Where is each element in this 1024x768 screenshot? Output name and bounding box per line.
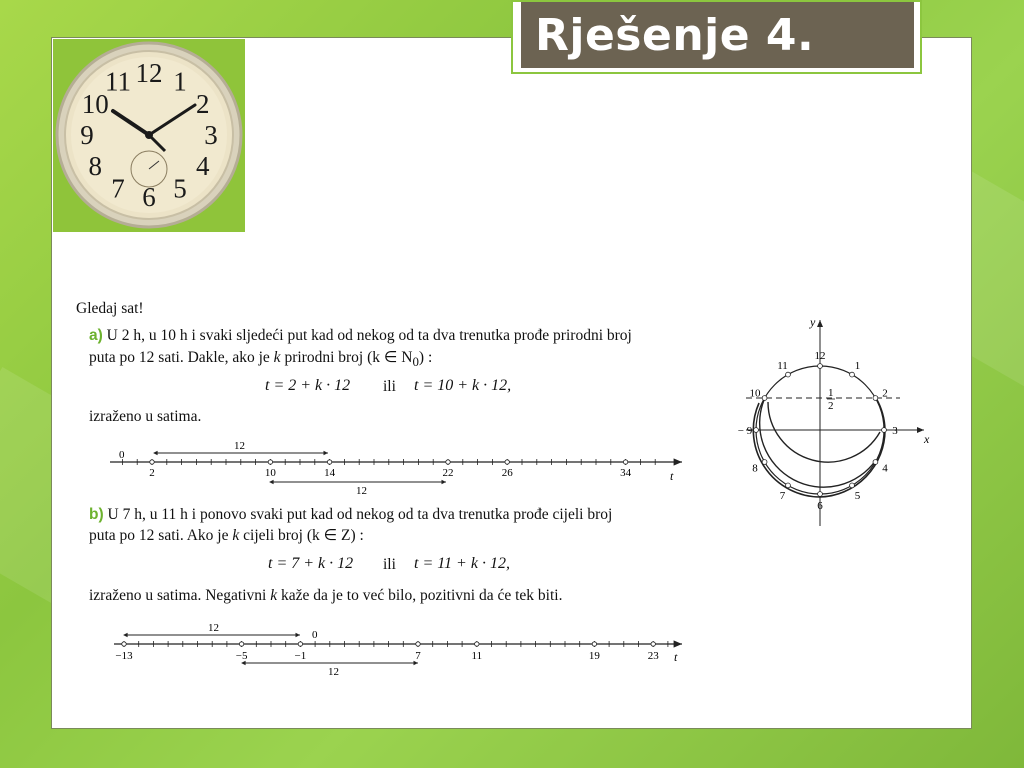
part-a-equation-1: t = 2 + k · 12 — [265, 377, 351, 394]
number-line-a-tick-label: 26 — [501, 467, 513, 479]
unit-circle-point — [762, 396, 767, 401]
unit-circle-label: 2 — [882, 387, 888, 400]
unit-circle-point — [850, 372, 855, 377]
number-line-b-tick-label: −1 — [294, 650, 307, 662]
set-n0: (k ∈ N — [367, 349, 413, 366]
number-line-point — [122, 642, 126, 646]
unit-circle-point — [786, 372, 791, 377]
clock-numeral: 1 — [173, 66, 187, 97]
unit-circle-label: 1 — [854, 360, 861, 373]
number-line-point — [505, 460, 509, 464]
part-b-equation-2: t = 11 + k · 12, — [414, 555, 510, 572]
part-a-unit: izraženo u satima. — [89, 408, 202, 425]
clock-numeral: 10 — [81, 89, 109, 119]
number-line-point — [475, 642, 479, 646]
part-b-line2-prefix: puta po 12 sati. Ako je — [89, 527, 229, 544]
part-b-unit — [89, 587, 562, 605]
part-b-line2-mid: cijeli broj — [243, 527, 303, 544]
unit-circle-label: 12 — [814, 350, 826, 362]
part-b-or: ili — [383, 556, 396, 573]
title-box — [511, 0, 922, 74]
part-a-line2 — [89, 348, 432, 370]
number-line-a-span-bottom: 12 — [356, 485, 367, 497]
set-n0-subscript: 0 — [412, 354, 419, 370]
part-b-line1 — [89, 506, 612, 524]
variable-k: k — [273, 349, 281, 366]
part-b-unit-text: izraženo u satima. Negativni — [89, 587, 267, 604]
slide-title: Rješenje 4. — [535, 9, 815, 61]
number-line-a-tick-label: 10 — [264, 467, 276, 479]
number-line-b-tick-label: −5 — [235, 650, 248, 662]
unit-circle-point — [818, 364, 823, 369]
number-line-point — [327, 460, 331, 464]
number-line-a-tick-label: 2 — [149, 467, 155, 479]
number-line-b-span-top: 12 — [208, 622, 219, 634]
unit-circle-label: 6 — [817, 500, 823, 512]
clock-numeral: 4 — [195, 151, 210, 181]
unit-circle-point — [873, 460, 878, 465]
unit-circle-diagram — [728, 312, 938, 530]
unit-circle-point — [882, 428, 887, 433]
unit-circle-label: 7 — [779, 489, 786, 502]
variable-k: k — [270, 587, 278, 604]
number-line-point — [298, 642, 302, 646]
number-line-a-tick-label: 22 — [442, 467, 454, 479]
clock-numeral: 6 — [142, 182, 156, 212]
part-b-equation-1: t = 7 + k · 12 — [268, 555, 354, 572]
number-line-b-span-bottom: 12 — [328, 666, 339, 678]
number-line-a-tick-label: 14 — [324, 467, 336, 479]
number-line-a-axis-label: t — [670, 469, 674, 483]
number-line-point — [623, 460, 627, 464]
set-n0-end: ) : — [418, 349, 433, 366]
number-line-a-span-top: 12 — [234, 440, 245, 452]
number-line-b-tick-label: 19 — [588, 650, 600, 662]
number-line-a-origin: 0 — [119, 449, 125, 461]
clock-numeral: 3 — [204, 120, 218, 150]
part-a-line2-mid: prirodni broj — [284, 349, 364, 366]
number-line-b-origin: 0 — [312, 629, 318, 641]
part-a-line1-text: U 2 h, u 10 h i svaki sljedeći put kad od nekog od ta dva trenutka prođe prirodni broj — [106, 327, 632, 344]
part-b-unit-end: kaže da je to već bilo, pozitivni da će tek biti. — [280, 587, 563, 604]
number-line-point — [268, 460, 272, 464]
intro-text: Gledaj sat! — [76, 300, 144, 317]
unit-circle-label: 10 — [749, 387, 761, 400]
clock-numeral: 9 — [80, 120, 94, 150]
unit-circle-point — [754, 428, 759, 433]
part-a-or: ili — [383, 378, 396, 395]
unit-circle-label: 4 — [882, 462, 888, 475]
x-axis-label: x — [924, 432, 930, 446]
unit-circle-point — [873, 396, 878, 401]
number-line-a — [110, 436, 690, 498]
y-axis-label: y — [810, 315, 816, 329]
number-line-b-axis-label: t — [674, 650, 678, 664]
unit-circle-point — [850, 483, 855, 488]
number-line-b-tick-label: −13 — [115, 650, 133, 662]
part-a-line1 — [89, 327, 632, 345]
clock-numeral: 5 — [173, 173, 187, 204]
part-a-line2-prefix: puta po 12 sati. Dakle, ako je — [89, 349, 270, 366]
number-line-b — [110, 618, 690, 678]
unit-circle-label: − 9 — [737, 425, 753, 437]
clock-numeral: 12 — [135, 58, 163, 88]
number-line-point — [651, 642, 655, 646]
unit-circle-label: 11 — [777, 360, 788, 373]
number-line-b-tick-label: 23 — [647, 650, 659, 662]
half-denominator: 2 — [828, 400, 834, 412]
number-line-a-tick-label: 34 — [620, 467, 632, 479]
part-a-label: a) — [89, 327, 103, 344]
clock-numeral: 11 — [105, 66, 131, 97]
clock-image — [53, 39, 245, 232]
clock-numeral: 8 — [88, 151, 103, 181]
number-line-point — [446, 460, 450, 464]
unit-circle-point — [818, 492, 823, 497]
number-line-point — [592, 642, 596, 646]
unit-circle-point — [786, 483, 791, 488]
part-b-label: b) — [89, 506, 104, 523]
number-line-point — [150, 460, 154, 464]
unit-circle-label: 3 — [892, 425, 898, 437]
wall-clock-icon — [53, 39, 245, 232]
half-numerator: 1 — [828, 387, 834, 399]
number-line-point — [416, 642, 420, 646]
number-line-b-tick-label: 7 — [415, 650, 421, 662]
variable-k: k — [232, 527, 240, 544]
clock-numeral: 7 — [111, 173, 125, 204]
unit-circle-label: 5 — [854, 489, 861, 502]
unit-circle-label: 8 — [752, 462, 758, 475]
title-banner — [521, 2, 914, 68]
part-a-equation-2: t = 10 + k · 12, — [414, 377, 512, 394]
set-z: (k ∈ Z) : — [306, 527, 364, 544]
number-line-b-tick-label: 11 — [471, 650, 483, 662]
part-b-line2 — [89, 526, 364, 545]
part-b-line1-text: U 7 h, u 11 h i ponovo svaki put kad od nekog od ta dva trenutka prođe cijeli broj — [107, 506, 613, 523]
unit-circle-point — [762, 460, 767, 465]
number-line-point — [239, 642, 243, 646]
clock-numeral: 2 — [195, 89, 210, 119]
